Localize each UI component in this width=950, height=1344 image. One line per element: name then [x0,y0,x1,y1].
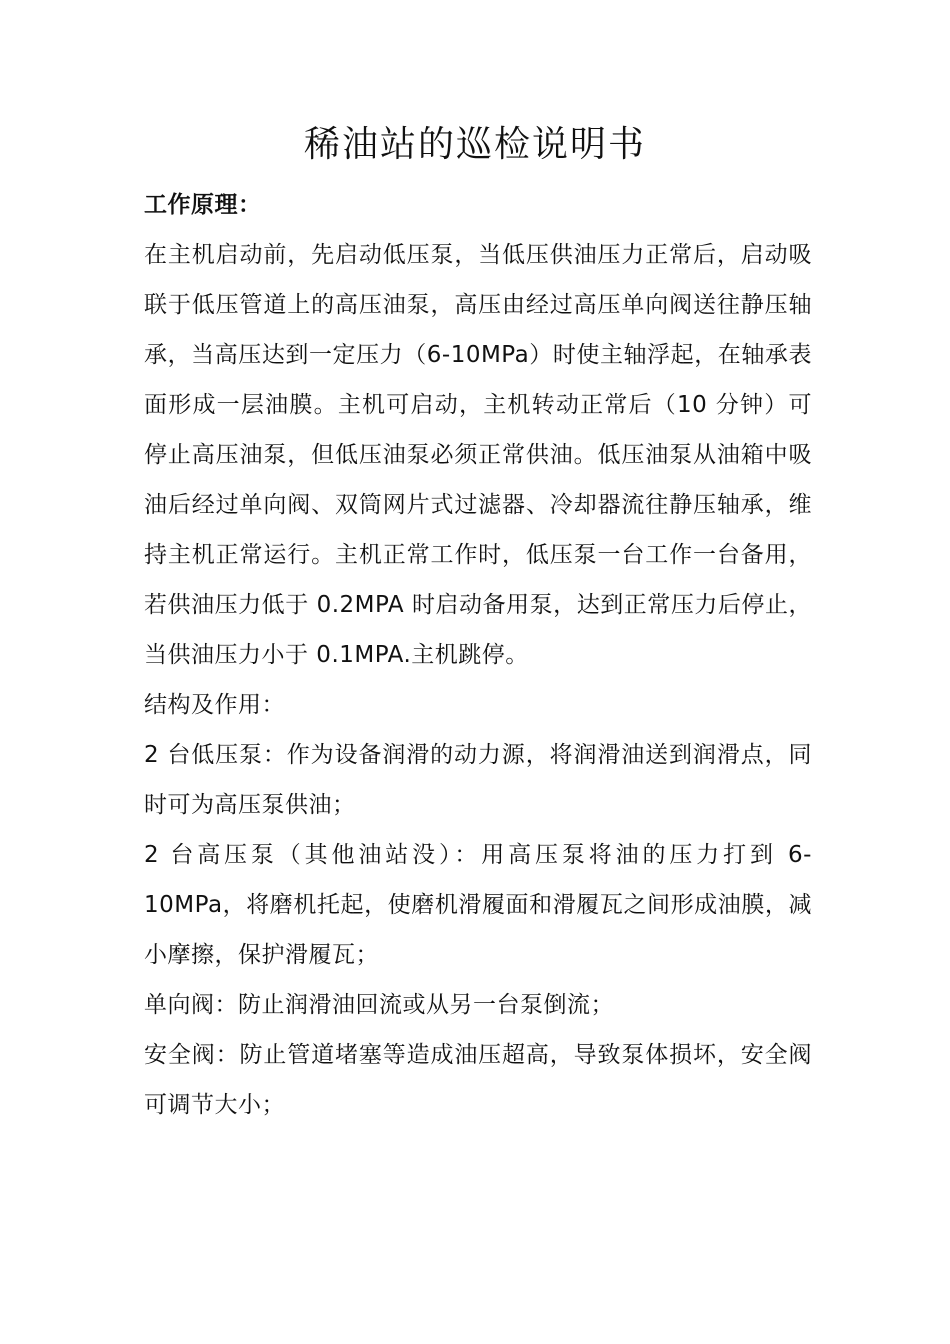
structure-item-safety-valve: 安全阀：防止管道堵塞等造成油压超高，导致泵体损坏，安全阀可调节大小； [144,1042,812,1118]
document-body [144,180,812,1130]
working-principle-paragraph: 在主机启动前，先启动低压泵，当低压供油压力正常后，启动吸联于低压管道上的高压油泵，高压由经过高压单向阀送往静压轴承，当高压达到一定压力（6-10MPa）时使主轴浮起，在轴承表面形成一层油膜。主机可启动，主机转动正常后（10 分钟）可停止高压油泵，但低压油泵必须正常供油。低压油泵从油箱中吸油后经过单向阀、双筒网片式过滤器、冷却器流往静压轴承，维持主机正常运行。主机正常工作时，低压泵一台工作一台备用，若供油压力低于 0.2MPA 时启动备用泵，达到正常压力后停止，当供油压力小于 0.1MPA.主机跳停。 [144,242,812,668]
structure-item-high-pressure-pump: 2 台高压泵（其他油站没）：用高压泵将油的压力打到 6-10MPa，将磨机托起，使磨机滑履面和滑履瓦之间形成油膜，减小摩擦，保护滑履瓦； [144,842,812,968]
structure-item-check-valve: 单向阀：防止润滑油回流或从另一台泵倒流； [144,992,614,1018]
structure-item-low-pressure-pump: 2 台低压泵：作为设备润滑的动力源，将润滑油送到润滑点，同时可为高压泵供油； [144,742,812,818]
document-title: 稀油站的巡检说明书 [303,124,646,165]
section-heading-working-principle: 工作原理： [144,192,262,218]
section-heading-structure: 结构及作用： [144,692,285,718]
